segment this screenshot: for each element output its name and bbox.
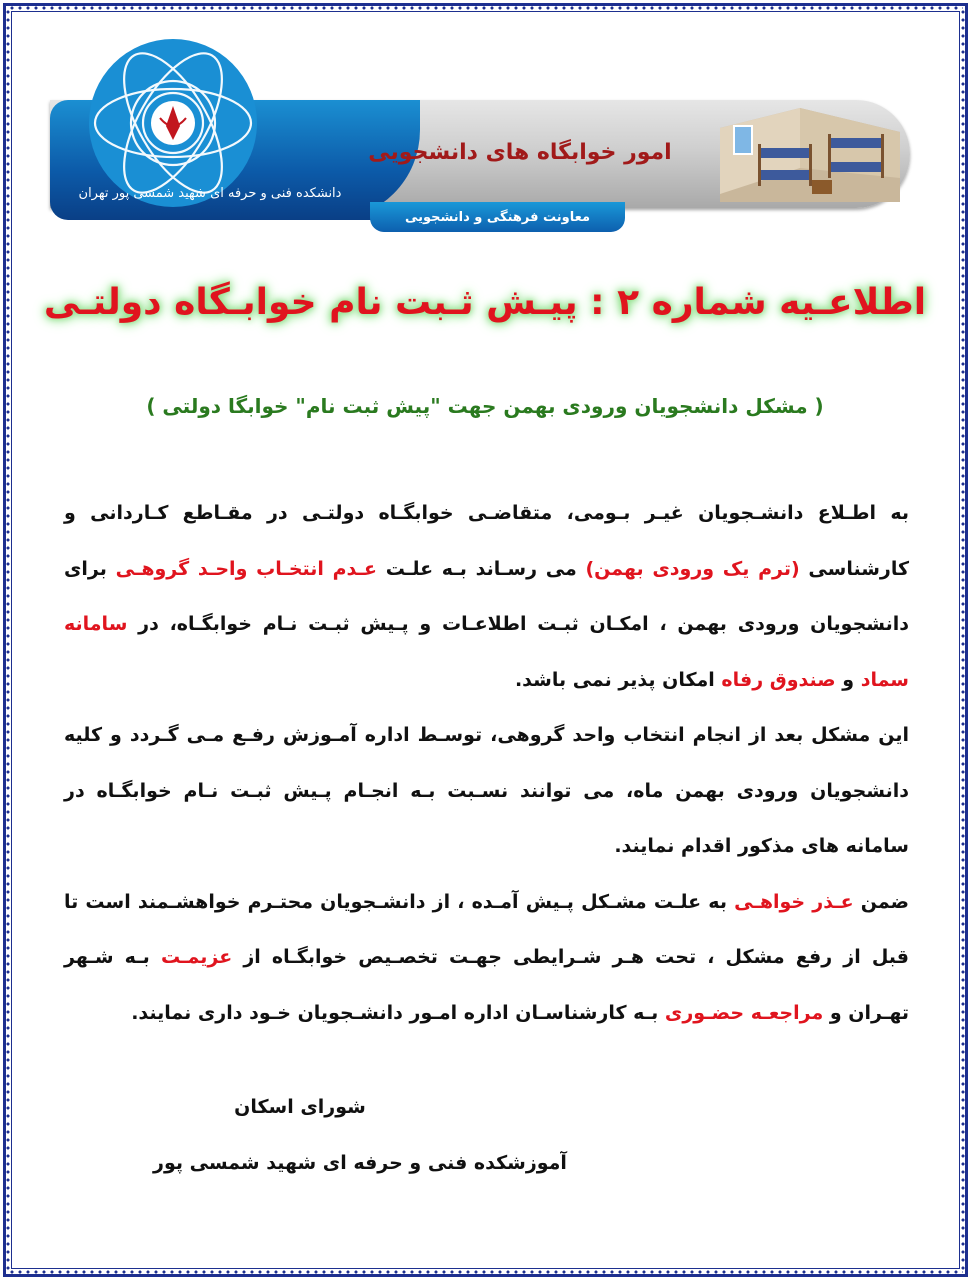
p3-text-b: به علـت مشـکل پـیش آمـده ، از دانشـجویان محتـرم خواهشـمند است تا قبل از رفع مشکل ، تحت هـر شـرایطی جهـت تخصـیص خوابگـاه از [64, 890, 909, 968]
p3-text-c: بـه شـهر تهـران و [64, 946, 909, 1024]
p1-highlight-samad: سامانه سماد [64, 613, 909, 691]
notice-body [64, 486, 909, 1041]
notice-subtitle: ( مشکل دانشجویان ورودی بهمن جهت "پیش ثبت نام" خوابگا دولتی ) [146, 394, 824, 418]
p3-highlight-travel: عزیمـت [160, 946, 233, 968]
college-name: دانشکده فنی و حرفه ای شهید شمسی پور تهران [78, 186, 342, 201]
dorm-affairs-title: امور خوابگاه های دانشجویی [368, 140, 672, 165]
deputy-bar [370, 202, 625, 232]
p1-text-a: به اطـلاع دانشـجویان غیـر بـومی، متقاضـی خوابگـاه دولتـی در مقـاطع کـاردانی و کارشناسی [64, 502, 910, 580]
p3-text-d: بـه کارشناسـان اداره امـور دانشـجویان خـود داری نمایند. [131, 1001, 665, 1024]
body-paragraph-1 [64, 486, 909, 708]
p1-text-e: امکان پذیر نمی باشد. [514, 668, 722, 691]
body-paragraph-2: این مشکل بعد از انجام انتخاب واحد گروهی، توسـط اداره آمـوزش رفـع مـی گـردد و کلیه دانشجویان ورودی بهمن ماه، می توانند نسـبت بـه انجـام پـیش ثبـت نـام خوابگـاه در سامانه های مذکور اقدام نمایند. [64, 724, 909, 857]
signature-council: شورای اسکان [234, 1096, 366, 1118]
p1-text-b: می رسـاند بـه علـت [377, 557, 586, 580]
deputy-label: معاونت فرهنگی و دانشجویی [404, 209, 591, 225]
dorm-room-picture [720, 108, 900, 202]
body-paragraph-3 [64, 875, 909, 1042]
p1-highlight-reason: عـدم انتخـاب واحـد گروهـی [115, 557, 378, 580]
p1-text-d: و [835, 668, 861, 691]
notice-title: اطلاعـیه شماره ۲ : پیـش ثـبت نام خوابـگاه دولتـی [43, 282, 927, 323]
p3-highlight-apology: عـذر خواهـی [734, 890, 854, 913]
p1-highlight-term: (ترم یک ورودی بهمن) [585, 557, 800, 580]
college-logo [88, 38, 258, 208]
p3-text-a: ضمن [853, 890, 909, 913]
p3-highlight-visit: مراجعـه حضـوری [664, 1001, 824, 1024]
signature-school: آموزشکده فنی و حرفه ای شهید شمسی پور [153, 1152, 567, 1174]
p1-highlight-refah: صندوق رفاه [721, 668, 836, 691]
p1-text-c: برای دانشجویان ورودی بهمن ، امکـان ثبـت اطلاعـات و پـیش ثبـت نـام خوابگـاه، در [64, 557, 909, 635]
